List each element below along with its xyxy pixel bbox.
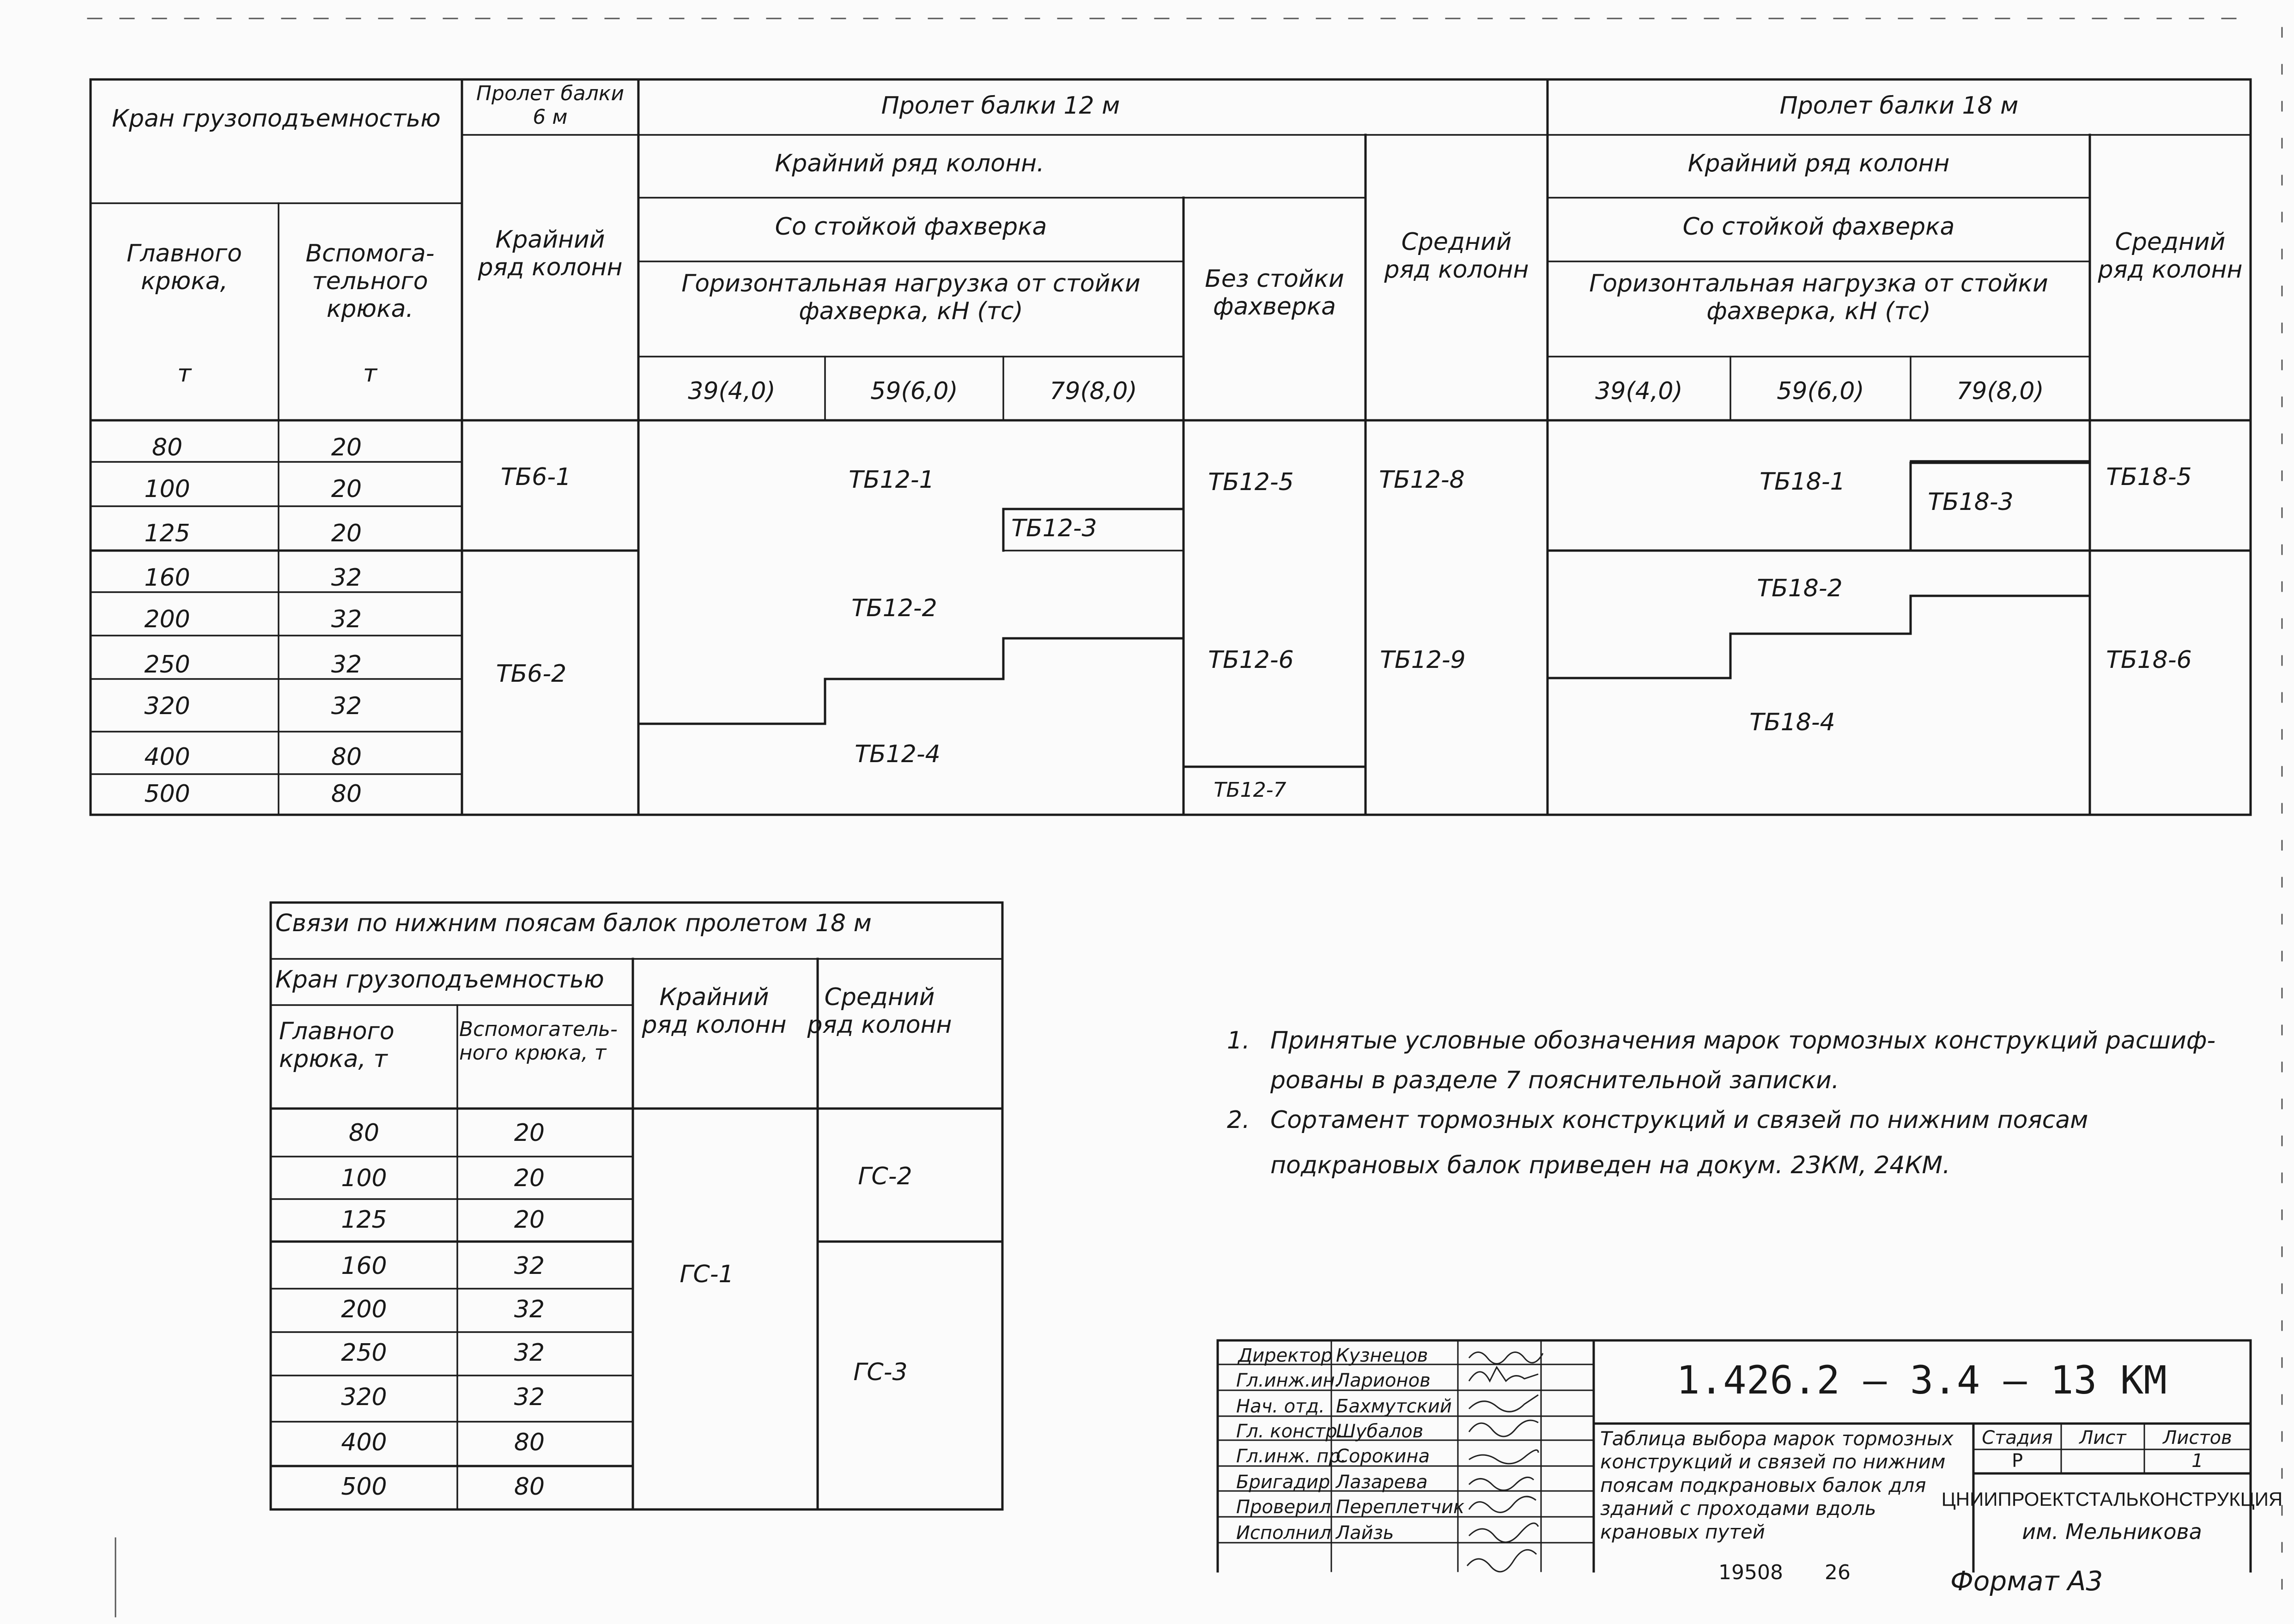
row-main-hook: 500	[144, 780, 190, 808]
archive-number: 19508	[1718, 1561, 1783, 1584]
row-main-hook: 320	[144, 692, 190, 720]
stamp-name: Лайзь	[1336, 1522, 1394, 1544]
ties-outer-row: Крайний ряд колонн	[642, 983, 787, 1039]
row-main-hook: 400	[144, 743, 190, 771]
load-12-col-1: 39(4,0)	[688, 377, 776, 405]
row-main-hook: 250	[144, 651, 190, 679]
archive-page: 26	[1825, 1561, 1851, 1584]
row-main-hook: 200	[144, 606, 190, 633]
note-text-line: Принятые условные обозначения марок тормозных конструкций расшиф-	[1270, 1027, 2216, 1054]
load-18-col-3: 79(8,0)	[1956, 377, 2044, 405]
note-text-line: Сортамент тормозных конструкций и связей по нижним поясам	[1270, 1106, 2088, 1134]
load-18-col-2: 59(6,0)	[1777, 377, 1864, 405]
mark-tb12-5: ТБ12-5	[1208, 468, 1294, 496]
stamp-role: Гл.инж. пр.	[1236, 1446, 1347, 1467]
mark-tb12-4: ТБ12-4	[855, 740, 941, 768]
mark-tb12-3: ТБ12-3	[1011, 515, 1097, 542]
row-main-hook: 100	[144, 475, 190, 503]
note-text-line: подкрановых балок приведен на докум. 23КМ, 24КМ.	[1270, 1151, 1950, 1179]
row-aux-hook: 20	[331, 520, 362, 547]
row-aux-hook: 32	[331, 564, 362, 592]
mark-tb12-2: ТБ12-2	[851, 594, 937, 622]
signatures	[1467, 1352, 1543, 1572]
load-18-col-1: 39(4,0)	[1595, 377, 1683, 405]
ties-main-hook: Главного крюка, т	[279, 1018, 394, 1073]
main-hook-header: Главного крюка,	[127, 240, 242, 295]
row-aux-hook: 20	[331, 434, 362, 461]
mark-tb18-4: ТБ18-4	[1749, 709, 1835, 736]
ties-middle-row: Средний ряд колонн	[807, 983, 952, 1039]
mark-tb6-1: ТБ6-1	[500, 463, 571, 491]
stage-label: Стадия	[1982, 1427, 2053, 1448]
ties-row-aux: 80	[514, 1473, 545, 1501]
row-aux-hook: 32	[331, 606, 362, 633]
mark-gs-1: ГС-1	[680, 1260, 734, 1288]
mark-tb12-7: ТБ12-7	[1214, 778, 1287, 802]
span-12-header: Пролет балки 12 м	[881, 92, 1120, 120]
ties-row-aux: 32	[514, 1339, 545, 1367]
mark-tb12-8: ТБ12-8	[1379, 466, 1465, 494]
mark-gs-2: ГС-2	[858, 1163, 912, 1190]
ties-row-aux: 32	[514, 1296, 545, 1323]
span-18-header: Пролет балки 18 м	[1779, 92, 2019, 120]
stamp-role: Гл. констр.	[1236, 1421, 1343, 1442]
ties-row-main: 500	[341, 1473, 387, 1501]
stamp-name: Сорокина	[1336, 1446, 1430, 1467]
mark-tb12-6: ТБ12-6	[1208, 646, 1294, 674]
middle-row-header-12: Средний ряд колонн	[1384, 228, 1529, 284]
mark-tb18-5: ТБ18-5	[2106, 463, 2192, 491]
mark-tb18-1: ТБ18-1	[1760, 468, 1845, 496]
ties-row-main: 200	[341, 1296, 387, 1323]
middle-row-header-18: Средний ряд колонн	[2098, 228, 2243, 284]
document-description: Таблица выбора марок тормозных конструкций и связей по нижним поясам подкрановых балок для зданий с проходами вдоль крановых путей	[1600, 1427, 1954, 1543]
aux-hook-unit: т	[363, 360, 377, 388]
sheet-label: Лист	[2079, 1427, 2126, 1448]
row-aux-hook: 80	[331, 743, 362, 771]
with-post-header-12: Со стойкой фахверка	[775, 213, 1047, 241]
ties-row-main: 80	[348, 1119, 380, 1147]
sheets-value: 1	[2191, 1450, 2203, 1472]
load-12-col-3: 79(8,0)	[1050, 377, 1137, 405]
mark-gs-3: ГС-3	[853, 1358, 908, 1386]
span-6-header: Пролет балки 6 м	[476, 82, 625, 129]
outer-row-header-18: Крайний ряд колонн	[1687, 150, 1950, 177]
ties-row-main: 125	[341, 1206, 387, 1234]
load-12-col-2: 59(6,0)	[870, 377, 958, 405]
stamp-role: Бригадир	[1236, 1472, 1330, 1493]
stamp-role: Исполнил	[1236, 1522, 1331, 1544]
row-aux-hook: 32	[331, 651, 362, 679]
ties-row-aux: 80	[514, 1429, 545, 1456]
row-aux-hook: 20	[331, 475, 362, 503]
row-main-hook: 160	[144, 564, 190, 592]
document-number: 1.426.2 – 3.4 – 13 КМ	[1676, 1357, 2167, 1403]
ties-row-aux: 32	[514, 1383, 545, 1411]
without-post-header-12: Без стойки фахверка	[1205, 265, 1344, 321]
stamp-name: Лазарева	[1336, 1472, 1428, 1493]
outer-row-header-12: Крайний ряд колонн.	[775, 150, 1044, 177]
row-main-hook: 125	[144, 520, 190, 547]
ties-row-aux: 20	[514, 1119, 545, 1147]
mark-tb12-1: ТБ12-1	[849, 466, 935, 494]
horiz-load-header-18: Горизонтальная нагрузка от стойки фахверка, кН (тс)	[1589, 270, 2048, 325]
ties-row-main: 400	[341, 1429, 387, 1456]
note-number: 1.	[1227, 1027, 1250, 1054]
row-aux-hook: 32	[331, 692, 362, 720]
row-main-hook: 80	[152, 434, 183, 461]
horiz-load-header-12: Горизонтальная нагрузка от стойки фахверка, кН (тс)	[681, 270, 1141, 325]
main-hook-unit: т	[177, 360, 192, 388]
ties-crane-capacity: Кран грузоподъемностью	[275, 966, 604, 994]
organization-subname: им. Мельникова	[2022, 1519, 2202, 1544]
mark-tb6-2: ТБ6-2	[496, 660, 567, 688]
note-number: 2.	[1227, 1106, 1250, 1134]
aux-hook-header: Вспомога-тельного крюка.	[305, 240, 435, 323]
stamp-name: Шубалов	[1336, 1421, 1424, 1442]
stamp-name: Кузнецов	[1336, 1345, 1428, 1366]
stamp-role: Директор	[1238, 1345, 1333, 1366]
stage-value: Р	[2011, 1450, 2023, 1472]
organization-name: ЦНИИПРОЕКТСТАЛЬКОНСТРУКЦИЯ	[1941, 1488, 2283, 1510]
ties-row-aux: 20	[514, 1164, 545, 1192]
ties-row-aux: 32	[514, 1252, 545, 1280]
mark-tb18-2: ТБ18-2	[1757, 575, 1843, 602]
ties-row-main: 160	[341, 1252, 387, 1280]
stamp-name: Ларионов	[1336, 1370, 1431, 1391]
outer-row-header-6: Крайний ряд колонн	[478, 226, 623, 281]
ties-aux-hook: Вспомогатель-ного крюка, т	[459, 1018, 618, 1065]
ties-row-aux: 20	[514, 1206, 545, 1234]
mark-tb12-9: ТБ12-9	[1380, 646, 1466, 674]
stamp-role: Проверил	[1236, 1497, 1331, 1518]
crane-capacity-header: Кран грузоподъемностью	[112, 105, 441, 133]
stamp-name: Переплетчик	[1336, 1497, 1465, 1518]
stamp-name: Бахмутский	[1336, 1396, 1452, 1417]
sheet-format: Формат А3	[1950, 1565, 2103, 1597]
mark-tb18-3: ТБ18-3	[1928, 488, 2014, 516]
sheets-label: Листов	[2163, 1427, 2232, 1448]
note-text-line: рованы в разделе 7 пояснительной записки.	[1270, 1067, 1839, 1094]
row-aux-hook: 80	[331, 780, 362, 808]
mark-tb18-6: ТБ18-6	[2106, 646, 2192, 674]
ties-row-main: 250	[341, 1339, 387, 1367]
stamp-role: Нач. отд.	[1236, 1396, 1325, 1417]
ties-table-title: Связи по нижним поясам балок пролетом 18 м	[275, 909, 872, 937]
stamp-role: Гл.инж.ин.	[1236, 1370, 1341, 1391]
ties-row-main: 320	[341, 1383, 387, 1411]
with-post-header-18: Со стойкой фахверка	[1682, 213, 1955, 241]
ties-row-main: 100	[341, 1164, 387, 1192]
